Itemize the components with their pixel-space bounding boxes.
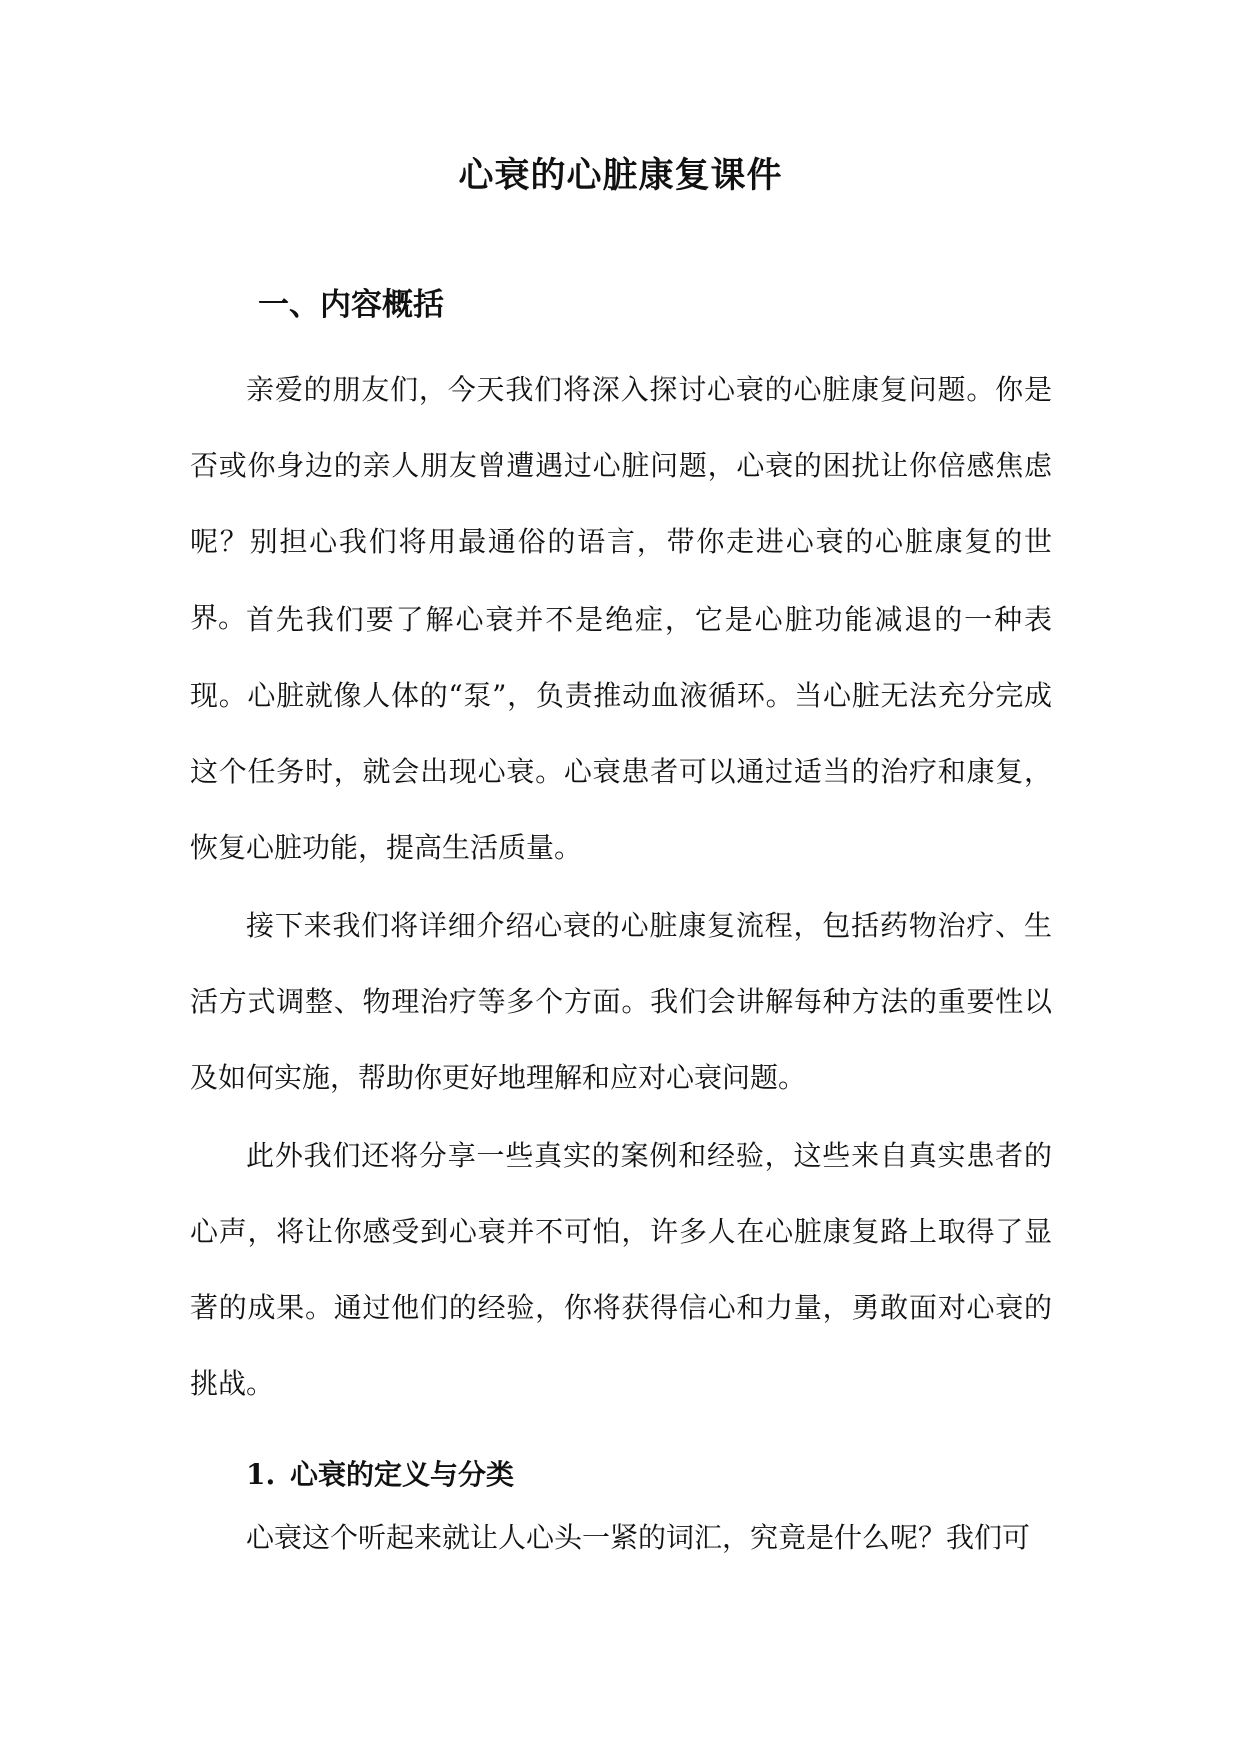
paragraph-process: 接下来我们将详细介绍心衰的心脏康复流程，包括药物治疗、生活方式调整、物理治疗等多个方面。我们会讲解每种方法的重要性以及如何实施，帮助你更好地理解和应对心衰问题。 [190, 909, 1052, 1094]
subsection-heading [246, 1455, 514, 1495]
paragraph-closing: 心衰这个听起来就让人心头一紧的词汇，究竟是什么呢？我们可 [246, 1521, 1031, 1554]
paragraph-cases: 此外我们还将分享一些真实的案例和经验，这些来自真实患者的心声，将让你感受到心衰并不可怕，许多人在心脏康复路上取得了显著的成果。通过他们的经验，你将获得信心和力量，勇敢面对心衰的挑战。 [190, 1139, 1052, 1400]
section-heading: 一、内容概括 [258, 287, 444, 323]
page-title: 心衰的心脏康复课件 [458, 155, 783, 196]
subsection-number: 1. [246, 1458, 276, 1491]
paragraph-intro: 亲爱的朋友们，今天我们将深入探讨心衰的心脏康复问题。你是否或你身边的亲人朋友曾遭遇过心脏问题，心衰的困扰让你倍感焦虑呢？别担心我们将用最通俗的语言，带你走进心衰的心脏康复的世界。 [190, 373, 1052, 634]
subsection-title: 心衰的定义与分类 [290, 1458, 515, 1491]
paragraph-definition: 首先我们要了解心衰并不是绝症，它是心脏功能减退的一种表现。心脏就像人体的“泵”，负责推动血液循环。当心脏无法充分完成这个任务时，就会出现心衰。心衰患者可以通过适当的治疗和康复，恢复心脏功能，提高生活质量。 [190, 603, 1052, 864]
